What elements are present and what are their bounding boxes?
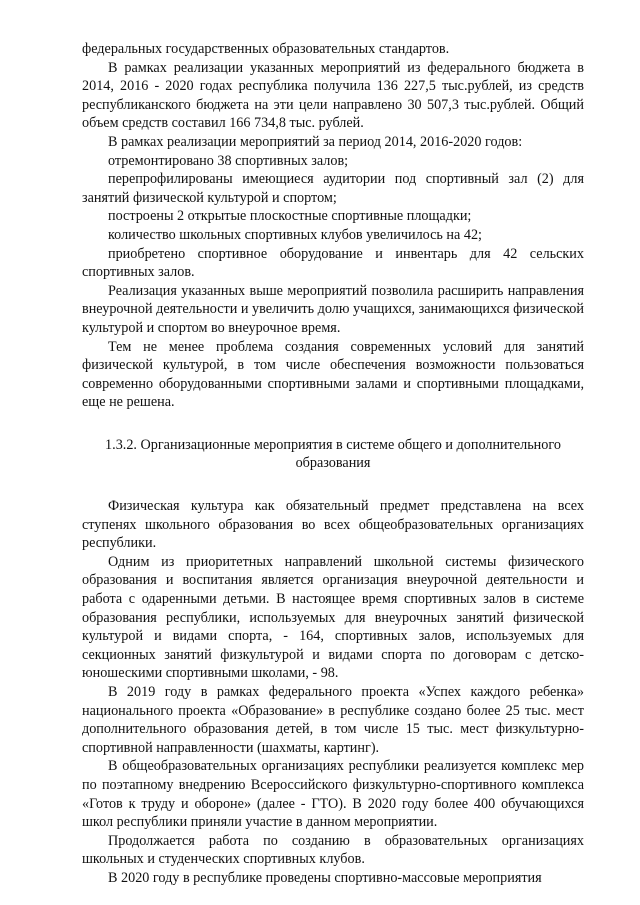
paragraph-federal-project: В 2019 году в рамках федерального проекта «Успех каждого ребенка» национального проекта «Образование» в республике создано более 25 тыс. мест дополнительного образования детей, в том числе 15 тыс. мест физкультурно-спортивной направленности (шахматы, картинг).	[82, 684, 584, 756]
list-item-equipment: приобретено спортивное оборудование и инвентарь для 42 сельских спортивных залов.	[82, 245, 584, 281]
paragraph-mass-events: В 2020 году в республике проведены спортивно-массовые мероприятия	[108, 869, 542, 886]
paragraph-mandatory-subject: Физическая культура как обязательный предмет представлена на всех ступенях школьного образования во всех общеобразовательных организациях республики.	[82, 498, 584, 552]
paragraph-gto: В общеобразовательных организациях республики реализуется комплекс мер по поэтапному внедрению Всероссийского физкультурно-спортивного комплекса «Готов к труду и обороне» (далее - ГТО). В 2020 году более 400 обучающихся школ республики приняли участие в данном мероприятии.	[82, 758, 584, 831]
paragraph-sports-clubs: Продолжается работа по созданию в образовательных организациях школьных и студенческих спортивных клубов.	[82, 832, 584, 868]
list-item-built-grounds: построены 2 открытые плоскостные спортивные площадки;	[108, 208, 472, 225]
paragraph-period-intro: В рамках реализации мероприятий за период 2014, 2016-2020 годов:	[108, 133, 523, 150]
paragraph-results: Реализация указанных выше мероприятий позволила расширить направления внеурочной деятельности и увеличить долю учащихся, занимающихся физической культурой и спортом во внеурочное время.	[82, 282, 584, 336]
list-item-repurposed-rooms: перепрофилированы имеющиеся аудитории под спортивный зал (2) для занятий физической культурой и спортом;	[82, 171, 584, 206]
paragraph-budget: В рамках реализации указанных мероприятий из федерального бюджета в 2014, 2016 - 2020 годах республика получила 136 227,5 тыс.рублей, из средств республиканского бюджета на эти цели направлено 30 507,3 тыс.рублей. Общий объем средств составил 166 734,8 тыс. рублей.	[82, 59, 584, 132]
section-heading: 1.3.2. Организационные мероприятия в системе общего и дополнительного образования	[105, 436, 561, 472]
list-item-repaired-halls: отремонтировано 38 спортивных залов;	[108, 152, 349, 169]
paragraph-continuation: федеральных государственных образовательных стандартов.	[82, 41, 450, 57]
paragraph-problem: Тем не менее проблема создания современных условий для занятий физической культурой, в том числе обеспечения возможности пользоваться современно оборудованными спортивными залами и спортивными площадками, еще не решена.	[82, 338, 584, 411]
paragraph-priority-directions: Одним из приоритетных направлений школьной системы физического образования и воспитания является организация внеурочной деятельности и работа с одаренными детьми. В настоящее время спортивных залов в системе образования республики, используемых для внеурочных занятий физической культурой и видами спорта, - 164, спортивных залов, используемых для секционных занятий физкультурой и видами спорта по договорам с детско-юношескими спортивными школами, - 98.	[82, 553, 584, 682]
list-item-school-clubs: количество школьных спортивных клубов увеличилось на 42;	[108, 226, 482, 243]
document-page	[82, 40, 584, 888]
